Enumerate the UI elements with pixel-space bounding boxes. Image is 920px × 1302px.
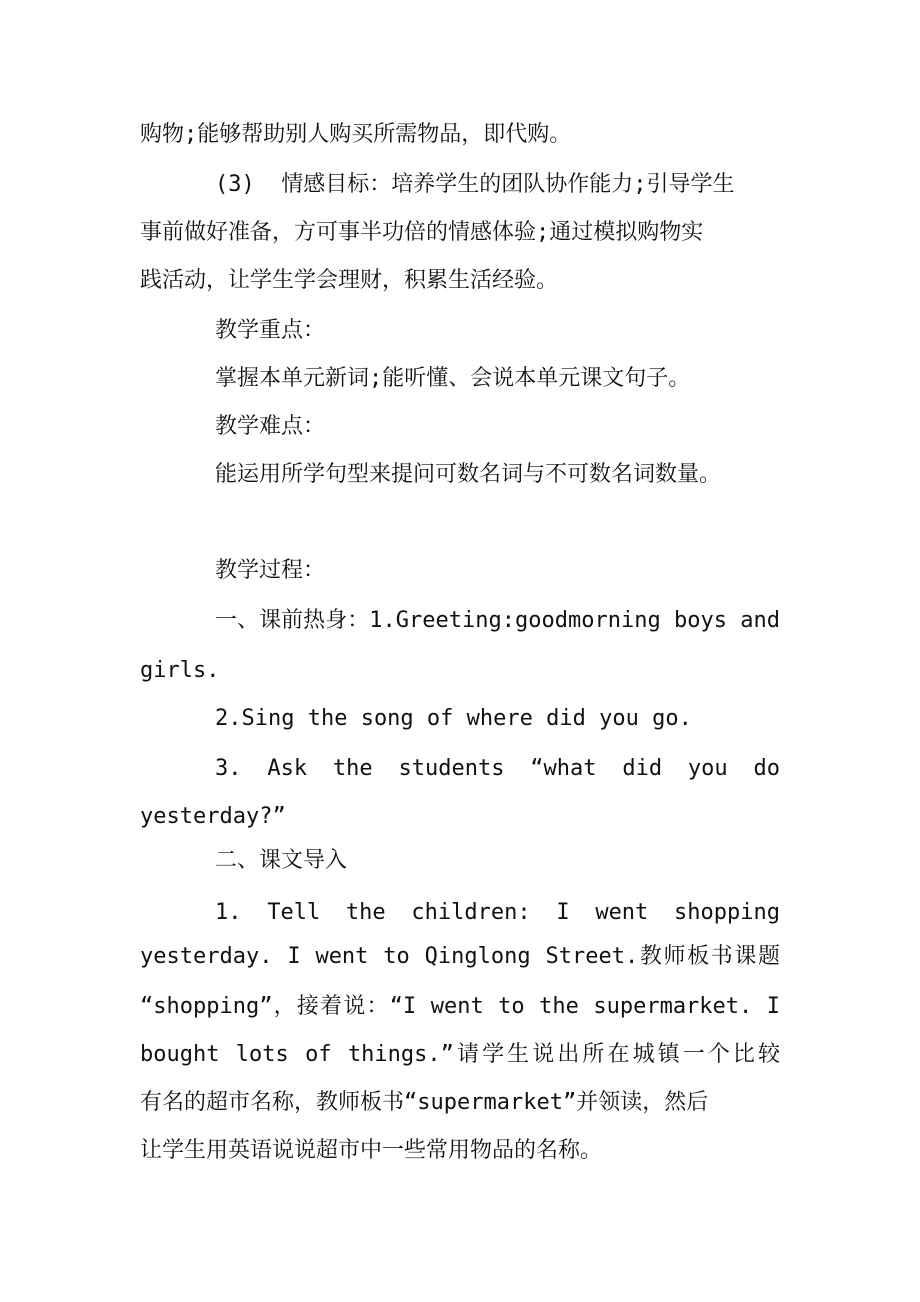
text-line: (3) 情感目标：培养学生的团队协作能力;引导学生 xyxy=(215,172,735,197)
text-line: 一、课前热身：1.Greeting:goodmorning boys and xyxy=(215,608,780,633)
section-heading: 教学过程： xyxy=(215,558,326,583)
text-line: 践活动，让学生学会理财，积累生活经验。 xyxy=(140,268,559,293)
text-line: 3. Ask the students “what did you do xyxy=(215,756,780,781)
text-line: yesterday?” xyxy=(140,804,286,829)
section-heading: 教学难点： xyxy=(215,414,326,439)
section-heading: 二、课文导入 xyxy=(215,848,348,873)
text-line: 有名的超市名称，教师板书“supermarket”并领读，然后 xyxy=(140,1090,709,1115)
text-line: 购物;能够帮助别人购买所需物品，即代购。 xyxy=(140,122,572,147)
text-line: girls. xyxy=(140,658,220,683)
text-line: 能运用所学句型来提问可数名词与不可数名词数量。 xyxy=(215,462,722,487)
text-line: yesterday. I went to Qinglong Street.教师板书课题 xyxy=(140,944,780,969)
section-heading: 教学重点： xyxy=(215,318,326,343)
text-line: “shopping”，接着说：“I went to the supermarket. I xyxy=(140,994,780,1019)
text-line: 1. Tell the children: I went shopping xyxy=(215,900,780,925)
text-line: 2.Sing the song of where did you go. xyxy=(215,706,692,731)
text-line: 让学生用英语说说超市中一些常用物品的名称。 xyxy=(140,1138,603,1163)
text-line: bought lots of things.”请学生说出所在城镇一个比较 xyxy=(140,1042,780,1067)
text-line: 事前做好准备，方可事半功倍的情感体验;通过模拟购物实 xyxy=(140,220,704,245)
text-line: 掌握本单元新词;能听懂、会说本单元课文句子。 xyxy=(215,366,691,391)
